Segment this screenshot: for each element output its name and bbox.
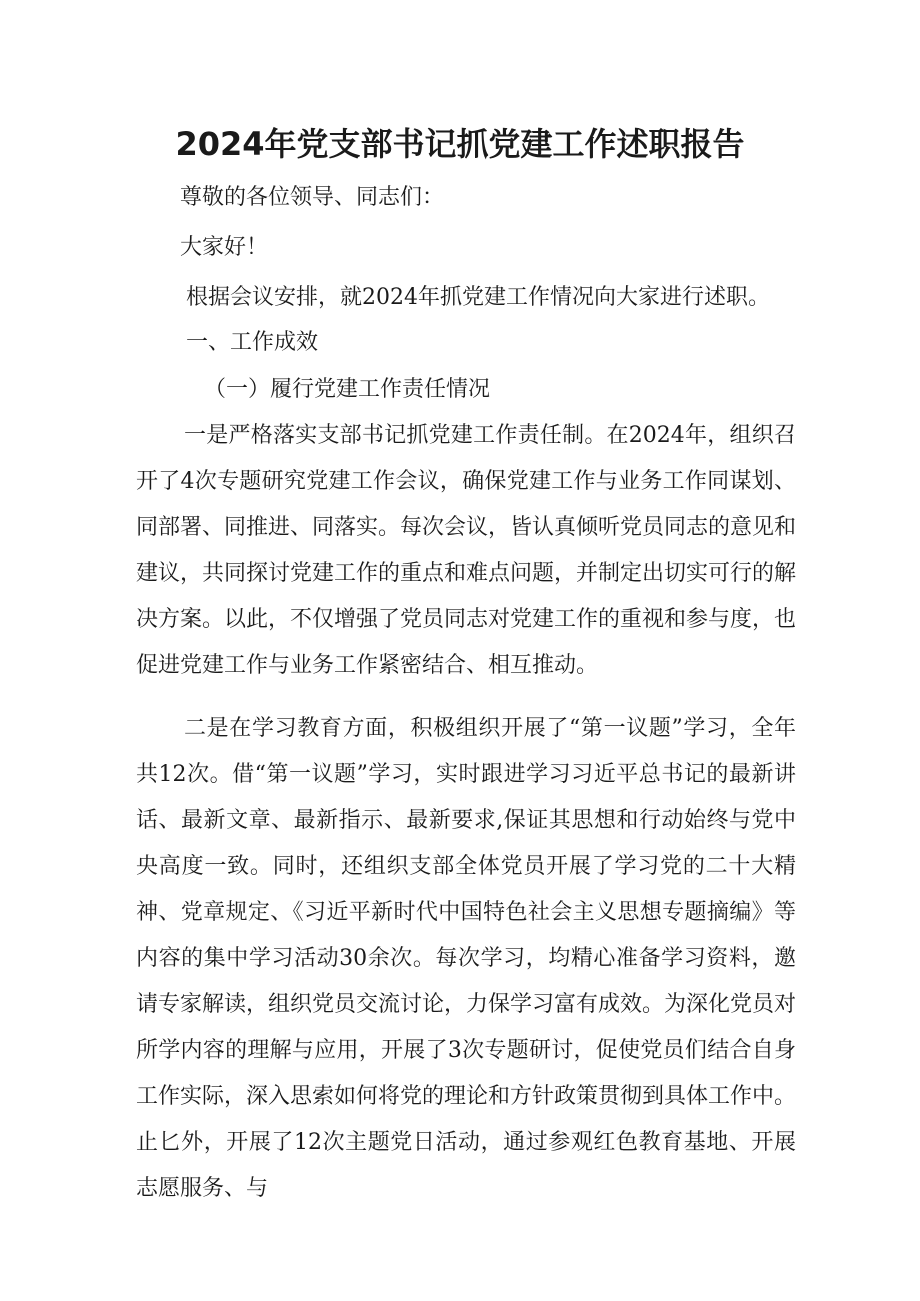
subsection-heading: （一）履行党建工作责任情况	[204, 377, 491, 402]
paragraph-study-education: 二是在学习教育方面，积极组织开展了“第一议题”学习，全年共12次。借“第一议题”学习，实时跟进学习习近平总书记的最新讲话、最新文章、最新指示、最新要求,保证其思想和行动始终与党中央高度一致。同时，还组织支部全体党员开展了学习党的二十大精神、党章规定、《习近平新时代中国特色社会主义思想专题摘编》等内容的集中学习活动30余次。每次学习，均精心准备学习资料，邀请专家解读，组织党员交流讨论，力保学习富有成效。为深化党员对所学内容的理解与应用，开展了3次专题研讨，促使党员们结合自身工作实际，深入思索如何将党的理论和方针政策贯彻到具体工作中。止匕外，开展了12次主题党日活动，通过参观红色教育基地、开展志愿服务、与	[136, 716, 797, 1201]
greeting: 大家好！	[180, 235, 269, 260]
paragraph-responsibility: 一是严格落实支部书记抓党建工作责任制。在2024年，组织召开了4次专题研究党建工作会议，确保党建工作与业务工作同谋划、同部署、同推进、同落实。每次会议，皆认真倾听党员同志的意见和建议，共同探讨党建工作的重点和难点问题，并制定出切实可行的解决方案。以此，不仅增强了党员同志对党建工作的重视和参与度，也促进党建工作与业务工作紧密结合、相互推动。	[136, 423, 797, 678]
intro-paragraph: 根据会议安排，就2024年抓党建工作情况向大家进行述职。	[186, 285, 770, 310]
salutation: 尊敬的各位领导、同志们：	[180, 185, 445, 210]
section-heading: 一、工作成效	[186, 330, 319, 355]
document-title: 2024年党支部书记抓党建工作述职报告	[175, 125, 745, 163]
